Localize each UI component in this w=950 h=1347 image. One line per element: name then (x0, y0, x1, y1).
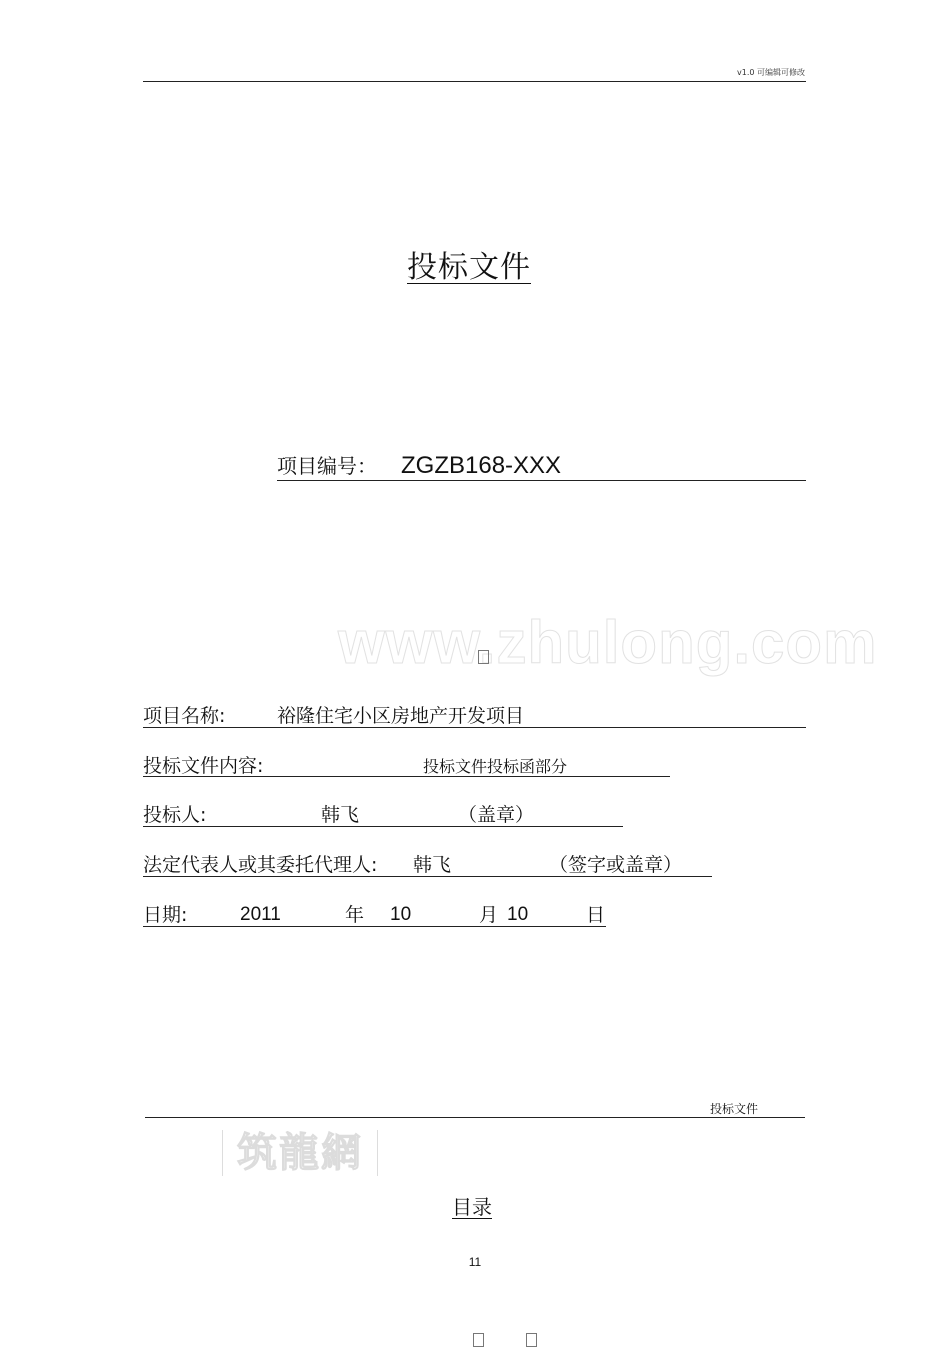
representative-underline (143, 876, 712, 877)
date-year-unit: 年 (345, 904, 365, 926)
date-underline (143, 926, 606, 927)
date-label: 日期: (143, 904, 188, 926)
bidder-label: 投标人: (143, 804, 207, 826)
content-label: 投标文件内容: (143, 755, 264, 777)
header-rule (143, 81, 806, 82)
footer-rule (145, 1117, 805, 1118)
project-name-underline (143, 727, 806, 728)
date-month: 10 (390, 904, 412, 925)
bidder-underline (143, 826, 623, 827)
content-underline (143, 776, 670, 777)
page-number: 11 (468, 1255, 482, 1269)
project-name-value: 裕隆住宅小区房地产开发项目 (277, 705, 525, 727)
project-number-underline (277, 480, 806, 481)
representative-sign-note: （签字或盖章） (549, 854, 683, 876)
date-day: 10 (507, 904, 529, 925)
date-year: 2011 (240, 904, 281, 925)
project-name-label: 项目名称: (143, 705, 226, 727)
header-version-text: v1.0 可编辑可修改 (737, 68, 805, 77)
footer-label: 投标文件 (710, 1102, 759, 1116)
site-watermark: www.zhulong.com (338, 609, 878, 676)
toc-title: 目录 (452, 1195, 492, 1219)
document-title: 投标文件 (407, 250, 531, 285)
project-number (277, 451, 561, 481)
date-day-unit: 日 (586, 904, 606, 926)
project-number-value: ZGZB168-XXX (401, 452, 562, 479)
representative-value: 韩飞 (413, 854, 452, 876)
date-month-unit: 月 (479, 904, 499, 926)
content-value: 投标文件投标函部分 (423, 757, 568, 776)
project-number-label: 项目编号： (277, 454, 377, 478)
bidder-value: 韩飞 (321, 804, 360, 826)
bidder-seal-note: （盖章） (458, 804, 535, 826)
placeholder-box-icon (478, 650, 489, 664)
representative-label: 法定代表人或其委托代理人: (143, 854, 378, 876)
logo-watermark: 筑龍網 (222, 1130, 378, 1176)
